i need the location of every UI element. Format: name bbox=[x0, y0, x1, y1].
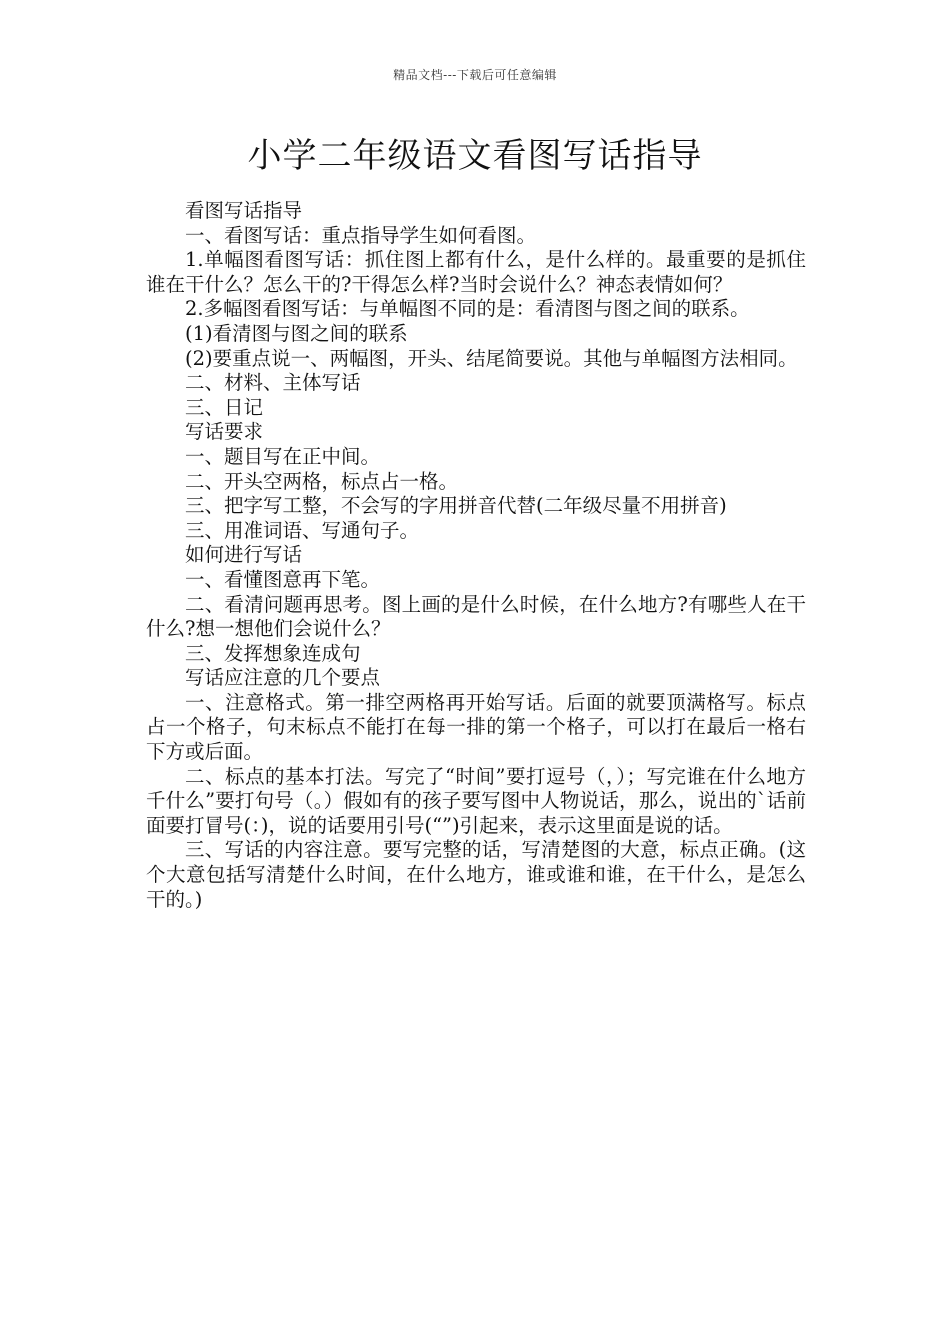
paragraph: 二、开头空两格，标点占一格。 bbox=[185, 469, 459, 493]
paragraph: (1)看清图与图之间的联系 bbox=[185, 321, 408, 345]
header-note: 精品文档---下载后可任意编辑 bbox=[393, 68, 557, 82]
paragraph: 如何进行写话 bbox=[185, 543, 303, 567]
paragraph: 写话要求 bbox=[185, 420, 264, 444]
paragraph: 三、发挥想象连成句 bbox=[185, 641, 361, 665]
paragraph: 三、写话的内容注意。要写完整的话，写清楚图的大意，标点正确。(这个大意包括写清楚什么时间，在什么地方，谁或谁和谁，在干什么，是怎么干的。) bbox=[146, 838, 806, 911]
paragraph: 一、看图写话：重点指导学生如何看图。 bbox=[185, 223, 537, 247]
paragraph: 一、注意格式。第一排空两格再开始写话。后面的就要顶满格写。标点占一个格子，句末标点不能打在每一排的第一个格子，可以打在最后一格右下方或后面。 bbox=[146, 690, 806, 764]
paragraph: (2)要重点说一、两幅图，开头、结尾简要说。其他与单幅图方法相同。 bbox=[185, 346, 798, 370]
paragraph: 一、题目写在正中间。 bbox=[185, 444, 381, 468]
paragraph: 二、材料、主体写话 bbox=[185, 371, 361, 395]
paragraph: 二、看清问题再思考。图上画的是什么时候，在什么地方?有哪些人在干什么?想一想他们会说什么？ bbox=[146, 592, 806, 641]
document-body bbox=[146, 199, 806, 912]
paragraph: 二、标点的基本打法。写完了“时间”要打逗号（，）；写完谁在什么地方千什么”要打句号（。）假如有的孩子要写图中人物说话，那么，说出的`话前面要打冒号(：)，说的话要用引号(“”)引起来，表示这里面是说的话。 bbox=[146, 764, 806, 837]
paragraph: 三、日记 bbox=[185, 395, 264, 419]
paragraph: 写话应注意的几个要点 bbox=[185, 666, 381, 690]
paragraph: 1.单幅图看图写话：抓住图上都有什么，是什么样的。最重要的是抓住谁在干什么？怎么干的?干得怎么样?当时会说什么？神态表情如何？ bbox=[146, 248, 806, 296]
paragraph: 三、把字写工整，不会写的字用拼音代替(二年级尽量不用拼音) bbox=[185, 494, 727, 518]
paragraph: 看图写话指导 bbox=[185, 199, 303, 222]
paragraph: 2.多幅图看图写话：与单幅图不同的是：看清图与图之间的联系。 bbox=[185, 297, 750, 321]
paragraph: 一、看懂图意再下笔。 bbox=[185, 567, 381, 591]
document-title: 小学二年级语文看图写话指导 bbox=[247, 136, 703, 176]
paragraph: 三、用准词语、写通句子。 bbox=[185, 518, 420, 542]
